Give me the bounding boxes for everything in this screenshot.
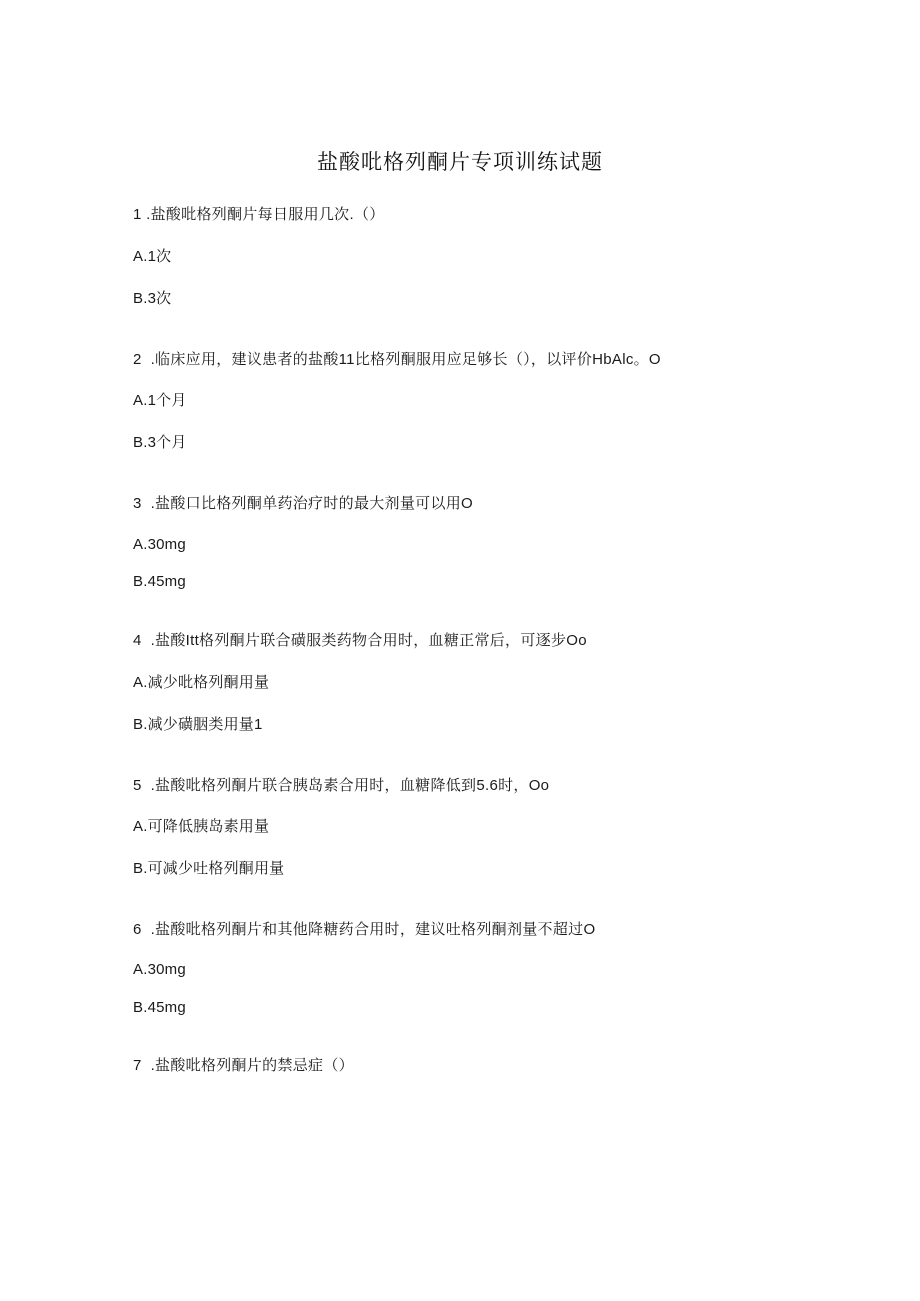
question-4: 4 .盐酸Itt格列酮片联合磺服类药物合用时，血糖正常后，可逐步Oo (133, 632, 587, 649)
question-2-option-b: B.3个月 (133, 434, 187, 451)
document-title: 盐酸吡格列酮片专项训练试题 (317, 150, 603, 174)
question-3-option-a: A.30mg (133, 536, 186, 553)
question-2: 2 .临床应用，建议患者的盐酸11比格列酮服用应足够长（），以评价HbAlc。O (133, 351, 661, 368)
question-4-option-a: A.减少吡格列酮用量 (133, 674, 270, 691)
question-1: 1 .盐酸吡格列酮片每日服用几次.（） (133, 206, 385, 223)
question-2-option-a: A.1个月 (133, 392, 187, 409)
question-5-option-b: B.可减少吐格列酮用量 (133, 860, 285, 877)
question-3-option-b: B.45mg (133, 573, 186, 590)
question-1-option-a: A.1次 (133, 248, 172, 265)
question-1-option-b: B.3次 (133, 290, 172, 307)
question-6-option-b: B.45mg (133, 999, 186, 1016)
question-6-option-a: A.30mg (133, 961, 186, 978)
question-6: 6 .盐酸吡格列酮片和其他降糖药合用时，建议吐格列酮剂量不超过O (133, 921, 596, 938)
question-4-option-b: B.减少磺胭类用量1 (133, 716, 263, 733)
question-3: 3 .盐酸口比格列酮单药治疗时的最大剂量可以用O (133, 495, 474, 512)
question-5: 5 .盐酸吡格列酮片联合胰岛素合用时，血糖降低到5.6时，Oo (133, 777, 550, 794)
question-7: 7 .盐酸吡格列酮片的禁忌症（） (133, 1057, 354, 1074)
question-5-option-a: A.可降低胰岛素用量 (133, 818, 270, 835)
